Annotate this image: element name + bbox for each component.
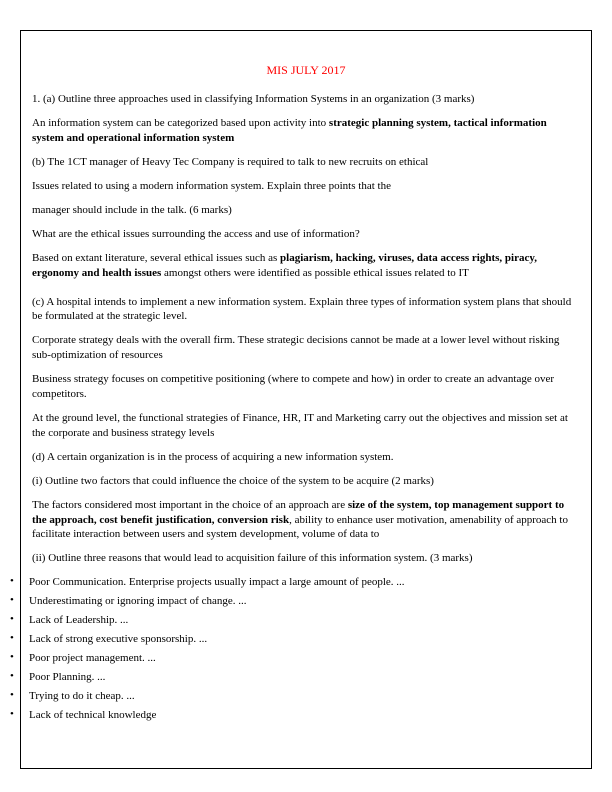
- list-item: [10, 708, 580, 723]
- page-border: [10, 30, 592, 769]
- bullet-icon: •: [10, 708, 14, 721]
- list-item: [10, 670, 580, 685]
- document-title: MIS JULY 2017: [266, 63, 346, 77]
- paragraph: Corporate strategy deals with the overall firm. These strategic decisions cannot be made at a lower level without risking sub-optimization of resources: [32, 334, 560, 361]
- bullet-icon: •: [10, 632, 14, 645]
- list-item-text: Poor Communication. Enterprise projects usually impact a large amount of people. ...: [29, 576, 405, 589]
- document-body: [10, 31, 591, 723]
- list-item-text: Lack of technical knowledge: [29, 709, 157, 722]
- paragraph: (b) The 1CT manager of Heavy Tec Company is required to talk to new recruits on ethical: [32, 155, 429, 168]
- list-item-text: Lack of strong executive sponsorship. ...: [29, 633, 208, 646]
- list-item: [10, 632, 580, 647]
- list-item: [10, 613, 580, 628]
- paragraph: (i) Outline two factors that could influence the choice of the system to be acquire (2 marks): [32, 474, 434, 487]
- list-item-text: Poor Planning. ...: [29, 671, 106, 684]
- list-item: [10, 575, 580, 590]
- paragraph: The factors considered most important in the choice of an approach are size of the system, top management support to the approach, cost benefit justification, conversion risk, ability to enhance user motivation, amenability of approach to facilitate interaction between users and system development, volume of data to: [32, 498, 568, 541]
- paragraph: Issues related to using a modern information system. Explain three points that the: [32, 180, 391, 192]
- bullet-icon: •: [10, 689, 14, 702]
- bullet-icon: •: [10, 575, 14, 588]
- list-item-text: Lack of Leadership. ...: [29, 614, 129, 627]
- list-item: [10, 594, 580, 609]
- list-item-text: Underestimating or ignoring impact of change. ...: [29, 595, 247, 608]
- bullet-icon: •: [10, 670, 14, 683]
- paragraph: (c) A hospital intends to implement a new information system. Explain three types of information system plans that should be formulated at the strategic level.: [32, 295, 572, 323]
- paragraph: What are the ethical issues surrounding the access and use of information?: [32, 228, 360, 241]
- paragraph: Business strategy focuses on competitive positioning (where to compete and how) in order to create an advantage over competitors.: [32, 373, 555, 400]
- list-item-text: Trying to do it cheap. ...: [29, 690, 135, 703]
- bullet-icon: •: [10, 613, 14, 626]
- list-item: [10, 651, 580, 666]
- paragraph: manager should include in the talk. (6 marks): [32, 204, 232, 217]
- paragraph: Based on extant literature, several ethical issues such as plagiarism, hacking, viruses, data access rights, piracy, ergonomy and health issues amongst others were identified as possible ethical issues related to IT: [32, 252, 538, 279]
- paragraph: (d) A certain organization is in the process of acquiring a new information system.: [32, 450, 394, 463]
- paragraph: At the ground level, the functional strategies of Finance, HR, IT and Marketing carry out the objectives and mission set at the corporate and business strategy levels: [32, 411, 568, 439]
- list-item: [10, 689, 580, 704]
- list-item-text: Poor project management. ...: [29, 652, 156, 665]
- bullet-icon: •: [10, 594, 14, 607]
- bullet-list: [10, 575, 580, 723]
- paragraph: An information system can be categorized based upon activity into strategic planning system, tactical information system and operational information system: [32, 117, 547, 144]
- paragraphs: [32, 92, 580, 566]
- paragraph: 1. (a) Outline three approaches used in classifying Information Systems in an organization (3 marks): [32, 93, 475, 105]
- paragraph: (ii) Outline three reasons that would lead to acquisition failure of this information system. (3 marks): [32, 552, 473, 565]
- bullet-icon: •: [10, 651, 14, 664]
